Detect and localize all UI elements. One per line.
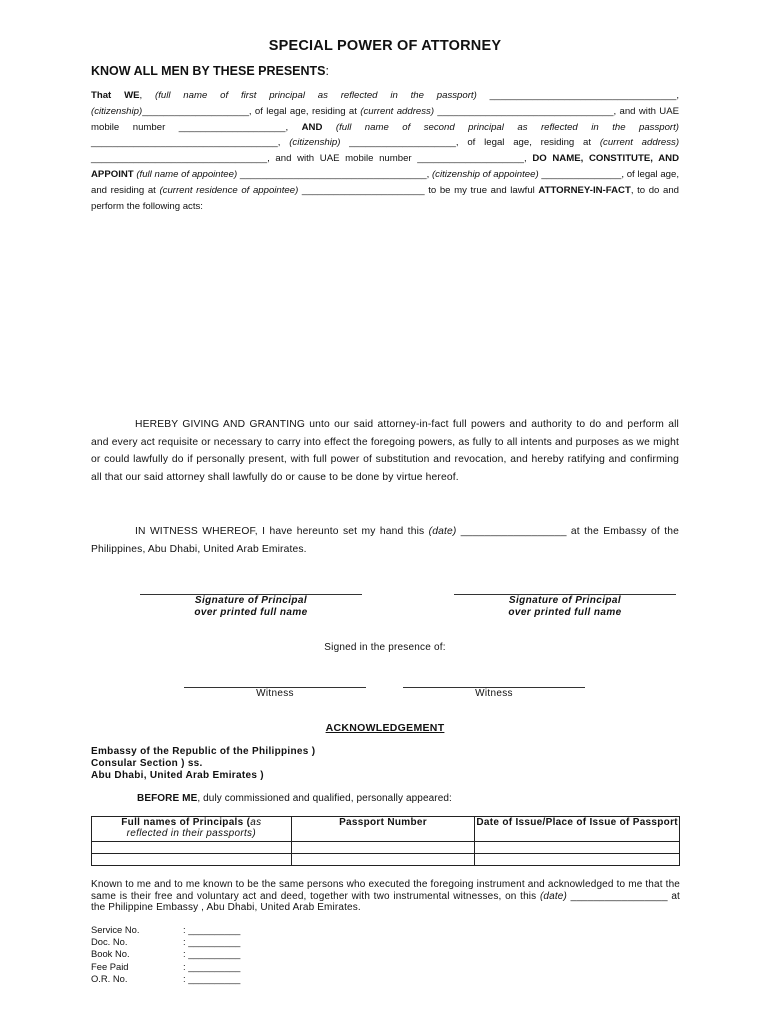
before-me-line xyxy=(137,793,452,804)
table-header-row xyxy=(92,817,680,842)
first-principal-blank: ___________________________________, xyxy=(476,90,680,101)
venue-line: Consular Section ) ss. xyxy=(91,758,203,769)
hereby-paragraph xyxy=(91,416,679,486)
appointee-citizenship-hint: (citizenship of appointee) xyxy=(431,168,539,180)
registry-row xyxy=(91,936,240,948)
col-passport-number: Passport Number xyxy=(291,817,475,842)
known-to-me-paragraph xyxy=(91,879,680,914)
signature-label-line: over printed full name xyxy=(508,607,622,618)
table-cell[interactable] xyxy=(92,842,292,854)
mobile-blank: and with UAE mobile number ____________________, xyxy=(91,105,680,133)
witness-label-1: Witness xyxy=(256,688,294,699)
before-me-keyword: BEFORE ME xyxy=(137,793,198,804)
registry-value[interactable]: : __________ xyxy=(183,948,241,960)
registry-row xyxy=(91,961,240,973)
date-hint: (date) xyxy=(428,526,457,537)
citizenship-hint: (citizenship) xyxy=(91,105,143,117)
address-hint: (current address) xyxy=(360,105,435,117)
know-all-men-colon: : xyxy=(325,64,329,78)
residence-blank: _______________________ to be my true and lawful xyxy=(298,184,539,196)
witness-label-2: Witness xyxy=(475,688,513,699)
appoint-keyword: DO NAME, CONSTITUTE, AND APPOINT xyxy=(91,153,679,180)
address-blank: _________________________________, xyxy=(434,105,617,117)
address-hint: (current address) xyxy=(599,137,680,149)
text-run: ____________________, of legal age, residing at xyxy=(142,105,361,117)
know-all-men-heading xyxy=(91,64,329,78)
table-cell[interactable] xyxy=(291,842,475,854)
registry-label: Book No. xyxy=(91,948,130,960)
known-text: Known to me and to me known to be the same persons who executed the foregoing instrument and acknowledged to me that the same is their free and voluntary act and deed, together with two instrumental witnesses, on this xyxy=(91,879,680,902)
acknowledgement-title: ACKNOWLEDGEMENT xyxy=(325,722,445,734)
before-me-text: , duly commissioned and qualified, personally appeared: xyxy=(197,793,452,804)
in-witness-rest: __________________ at the Embassy of the Philippines, Abu Dhabi, United Arab Emirates. xyxy=(91,526,679,555)
table-cell[interactable] xyxy=(291,854,475,866)
first-principal-hint: (full name of first principal as reflected in the passport) xyxy=(155,90,477,101)
signature-label-2 xyxy=(454,595,676,619)
text-run: ____________________, of legal age, residing at xyxy=(340,137,600,149)
signature-label-1 xyxy=(140,595,362,619)
venue-block xyxy=(91,746,315,782)
col-full-names xyxy=(92,817,292,842)
know-all-men-text: KNOW ALL MEN BY THESE PRESENTS xyxy=(91,64,326,78)
registry-row xyxy=(91,948,240,960)
venue-line: Abu Dhabi, United Arab Emirates ) xyxy=(91,770,264,781)
col-date-place-issue: Date of Issue/Place of Issue of Passport xyxy=(475,817,680,842)
appointee-blank: ___________________________________, xyxy=(237,168,432,180)
table-row xyxy=(92,854,680,866)
that-we: That WE xyxy=(91,90,140,101)
signature-label-line: over printed full name xyxy=(194,607,308,618)
registry-block xyxy=(91,924,240,985)
table-cell[interactable] xyxy=(475,854,680,866)
principals-table xyxy=(91,816,680,866)
registry-label: Fee Paid xyxy=(91,960,129,972)
signed-in-presence: Signed in the presence of: xyxy=(324,642,446,653)
document-title: SPECIAL POWER OF ATTORNEY xyxy=(268,38,502,54)
registry-value[interactable]: : __________ xyxy=(183,972,241,984)
known-rest: _________________ at the Philippine Embassy , Abu Dhabi, United Arab Emirates. xyxy=(91,890,680,913)
second-principal-blank: ___________________________________, xyxy=(91,137,290,149)
hereby-text: HEREBY GIVING AND GRANTING unto our said attorney-in-fact full powers and authority to do and perform all and every act requisite or necessary to carry into effect the foregoing powers, as fully to all intents and purposes as we might or could lawfully do if personally present, with full power of substitution and revocation, and hereby ratifying and confirming all that our said attorney shall lawfully do or cause to be done by virtue hereof. xyxy=(91,419,679,483)
appointee-hint: (full name of appointee) xyxy=(136,168,238,180)
header-text: Full names of Principals ( xyxy=(121,817,251,828)
mobile-blank: _________________________________, and with UAE mobile number ____________________, xyxy=(91,153,533,165)
principals-paragraph xyxy=(91,88,679,214)
and-keyword: AND xyxy=(301,121,323,133)
registry-value[interactable]: : __________ xyxy=(183,936,241,948)
registry-label: Doc. No. xyxy=(91,936,128,948)
in-witness-text: IN WITNESS WHEREOF, I have hereunto set my hand this xyxy=(135,526,429,537)
text-run: , to do and perform the following acts: xyxy=(91,184,679,212)
venue-line: Embassy of the Republic of the Philippines ) xyxy=(91,746,316,757)
citizenship-hint: (citizenship) xyxy=(289,137,341,149)
table-cell[interactable] xyxy=(475,842,680,854)
registry-row xyxy=(91,973,240,985)
date-hint: (date) xyxy=(539,890,567,902)
in-witness-paragraph xyxy=(91,523,679,558)
appointee-residence-hint: (current residence of appointee) xyxy=(159,184,299,196)
text-run xyxy=(322,122,335,133)
table-row xyxy=(92,842,680,854)
second-principal-hint: (full name of second principal as reflected in the passport) xyxy=(335,121,679,133)
registry-label: Service No. xyxy=(91,924,140,935)
header-text: reflected in their passports) xyxy=(126,828,256,839)
registry-value[interactable]: : __________ xyxy=(183,960,241,972)
registry-row xyxy=(91,924,240,936)
acknowledgement-heading xyxy=(0,722,770,734)
registry-label: O.R. No. xyxy=(91,972,128,984)
attorney-in-fact-keyword: ATTORNEY-IN-FACT xyxy=(538,184,631,196)
signature-label-line: Signature of Principal xyxy=(508,595,622,606)
text-run: _______________, of legal age, and residing at xyxy=(91,168,679,196)
text-run: , xyxy=(139,90,156,101)
header-text: as xyxy=(250,817,262,828)
registry-value[interactable]: : __________ xyxy=(183,924,241,935)
table-cell[interactable] xyxy=(92,854,292,866)
signature-label-line: Signature of Principal xyxy=(194,595,308,606)
